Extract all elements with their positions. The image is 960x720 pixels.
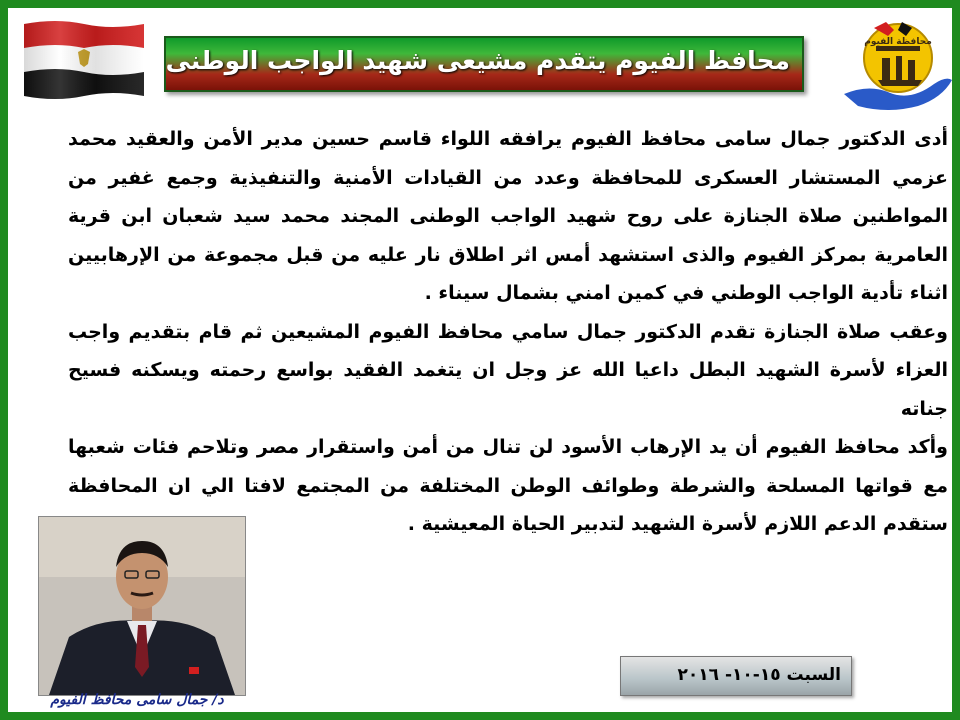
article-body	[68, 120, 948, 544]
article-paragraph: وأكد محافظ الفيوم أن يد الإرهاب الأسود لن تنال من أمن واستقرار مصر وتلاحم فئات شعبها مع قواتها المسلحة والشرطة وطوائف الوطن المختلفة من المجتمع لافتا الي ان المحافظة ستقدم الدعم اللازم لأسرة الشهيد لتدبير الحياة المعيشية .	[68, 436, 948, 535]
date-badge	[620, 656, 852, 696]
page-title: محافظ الفيوم يتقدم مشيعى شهيد الواجب الوطنى	[165, 46, 790, 75]
headline-banner	[164, 36, 804, 92]
photo-caption: د/ جمال سامى محافظ الفيوم	[50, 692, 224, 708]
page-frame	[8, 8, 952, 712]
article-paragraph: أدى الدكتور جمال سامى محافظ الفيوم يرافقه اللواء قاسم حسين مدير الأمن والعقيد محمد عزمي المستشار العسكرى للمحافظة وعدد من القيادات الأمنية والتنفيذية وجمع غفير من المواطنين صلاة الجنازة على روح شهيد الواجب الوطنى المجند محمد سيد شعبان ابن قرية العامرية بمركز الفيوم والذى استشهد أمس اثر اطلاق نار عليه من قبل مجموعة من الإرهابيين اثناء تأدية الواجب الوطني في كمين امني بشمال سيناء .	[68, 128, 948, 304]
governor-photo	[38, 516, 246, 696]
emblem-text: محافظة الفيوم	[864, 37, 932, 47]
egypt-flag-icon	[20, 18, 148, 100]
fayoum-governorate-emblem-icon	[838, 14, 956, 114]
publish-date: السبت ١٥-١٠- ٢٠١٦	[677, 665, 841, 685]
portrait-image	[39, 517, 245, 695]
article-paragraph: وعقب صلاة الجنازة تقدم الدكتور جمال سامي محافظ الفيوم المشيعين ثم قام بتقديم واجب العزاء لأسرة الشهيد البطل داعيا الله عز وجل ان يتغمد الفقيد بواسع رحمته ويسكنه فسيح جناته	[68, 320, 948, 420]
